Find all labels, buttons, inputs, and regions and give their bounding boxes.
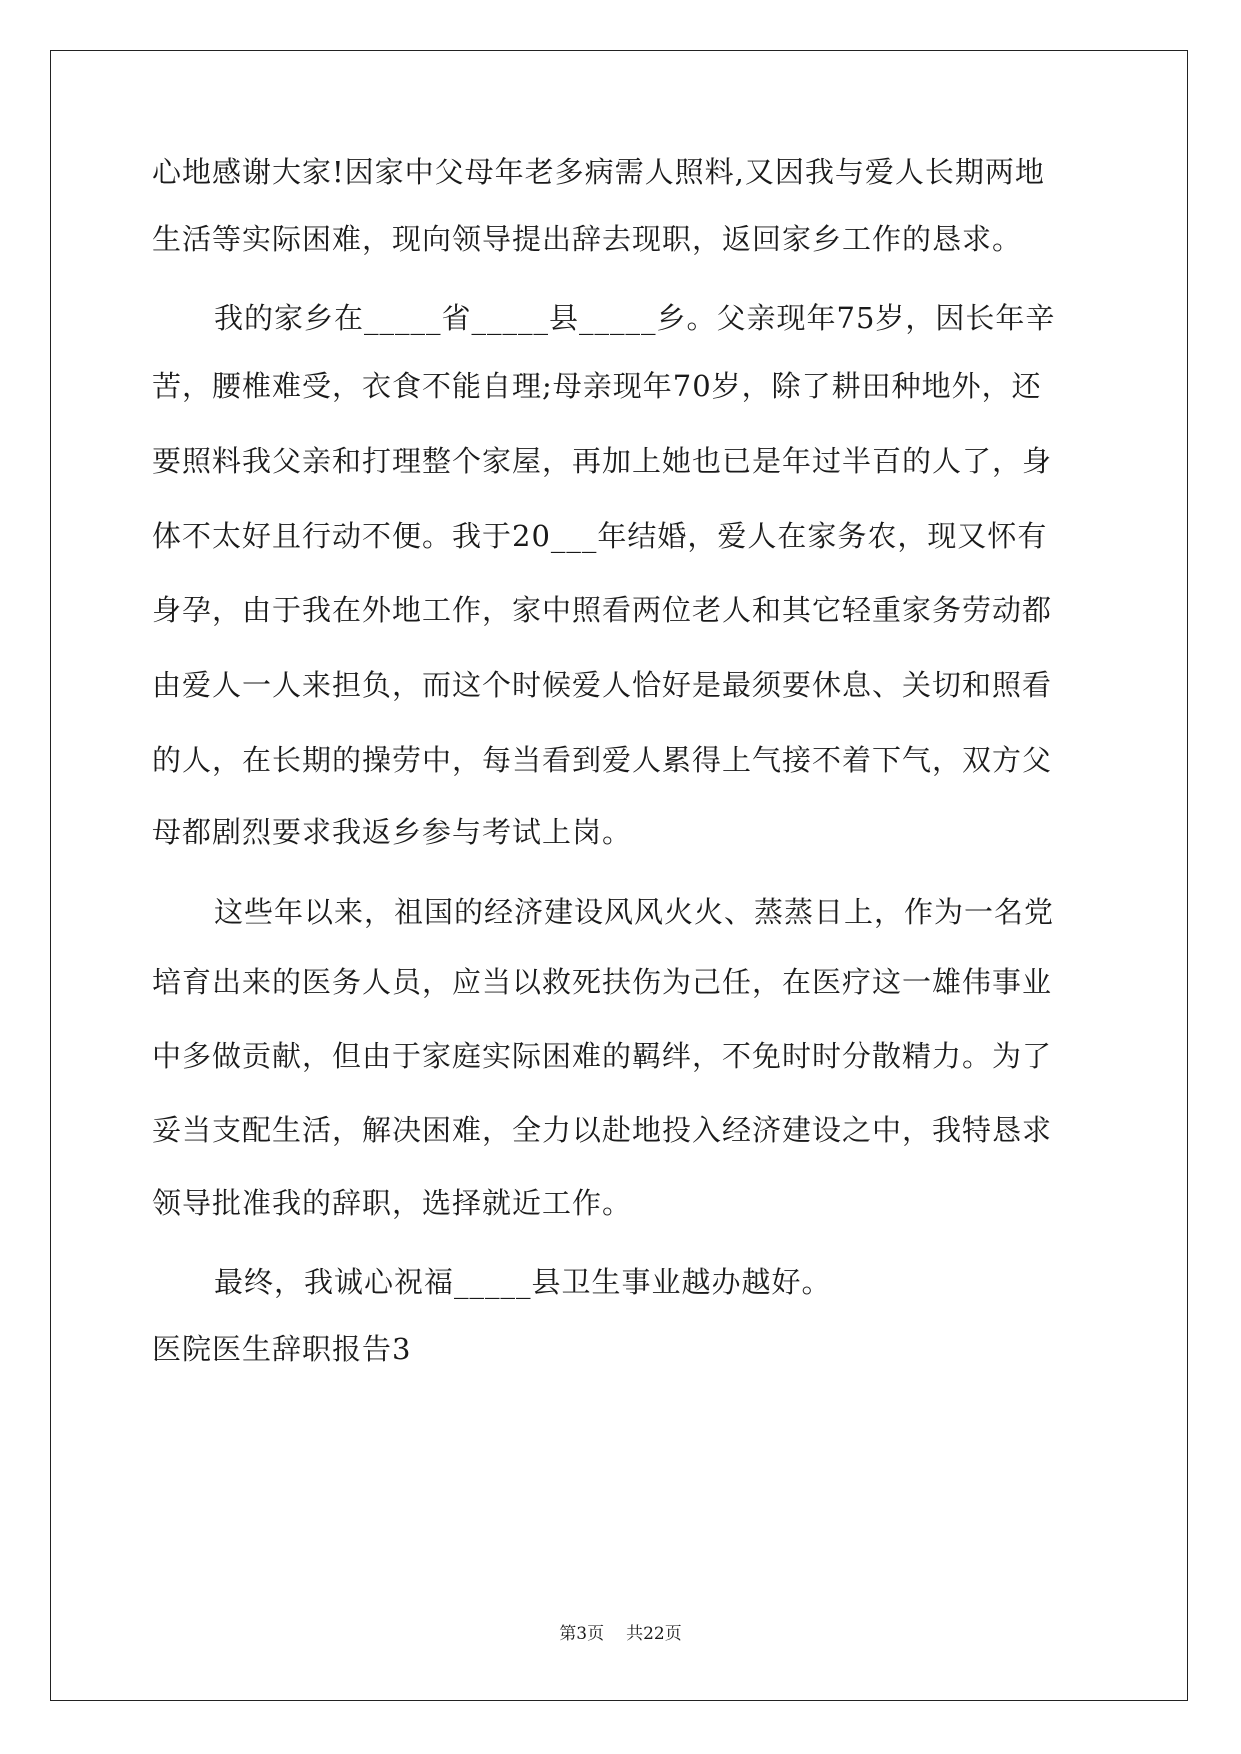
paragraph-line: 我的家乡在_____省_____县_____乡。父亲现年75岁，因长年辛 [214, 301, 1056, 335]
paragraph-line: 中多做贡献，但由于家庭实际困难的羁绊，不免时时分散精力。为了 [152, 1039, 1053, 1073]
section-heading: 医院医生辞职报告3 [152, 1332, 412, 1366]
paragraph-line: 要照料我父亲和打理整个家屋，再加上她也已是年过半百的人了，身 [152, 444, 1053, 478]
paragraph-line: 身孕，由于我在外地工作，家中照看两位老人和其它轻重家务劳动都 [152, 593, 1053, 627]
paragraph-line: 妥当支配生活，解决困难，全力以赴地投入经济建设之中，我特恳求 [152, 1113, 1053, 1147]
paragraph-line: 这些年以来，祖国的经济建设风风火火、蒸蒸日上，作为一名党 [214, 895, 1055, 929]
paragraph-line: 体不太好且行动不便。我于20___年结婚，爱人在家务农，现又怀有 [152, 519, 1048, 553]
paragraph-line: 领导批准我的辞职，选择就近工作。 [152, 1186, 633, 1220]
paragraph-line: 母都剧烈要求我返乡参与考试上岗。 [152, 815, 633, 849]
page-number: 第3页 [559, 1624, 605, 1644]
paragraph-line: 心地感谢大家!因家中父母年老多病需人照料,又因我与爱人长期两地 [152, 155, 1045, 189]
paragraph-line: 的人，在长期的操劳中，每当看到爱人累得上气接不着下气，双方父 [152, 743, 1053, 777]
paragraph-line: 由爱人一人来担负，而这个时候爱人恰好是最须要休息、关切和照看 [152, 668, 1053, 702]
paragraph-line: 苦，腰椎难受，衣食不能自理;母亲现年70岁，除了耕田种地外，还 [152, 369, 1042, 403]
paragraph-line: 培育出来的医务人员，应当以救死扶伤为己任，在医疗这一雄伟事业 [152, 965, 1053, 999]
paragraph-line: 生活等实际困难，现向领导提出辞去现职，返回家乡工作的恳求。 [152, 222, 1023, 256]
page-footer [0, 1622, 1241, 1646]
paragraph-line: 最终，我诚心祝福_____县卫生事业越办越好。 [214, 1265, 832, 1299]
page-total: 共22页 [626, 1624, 682, 1644]
